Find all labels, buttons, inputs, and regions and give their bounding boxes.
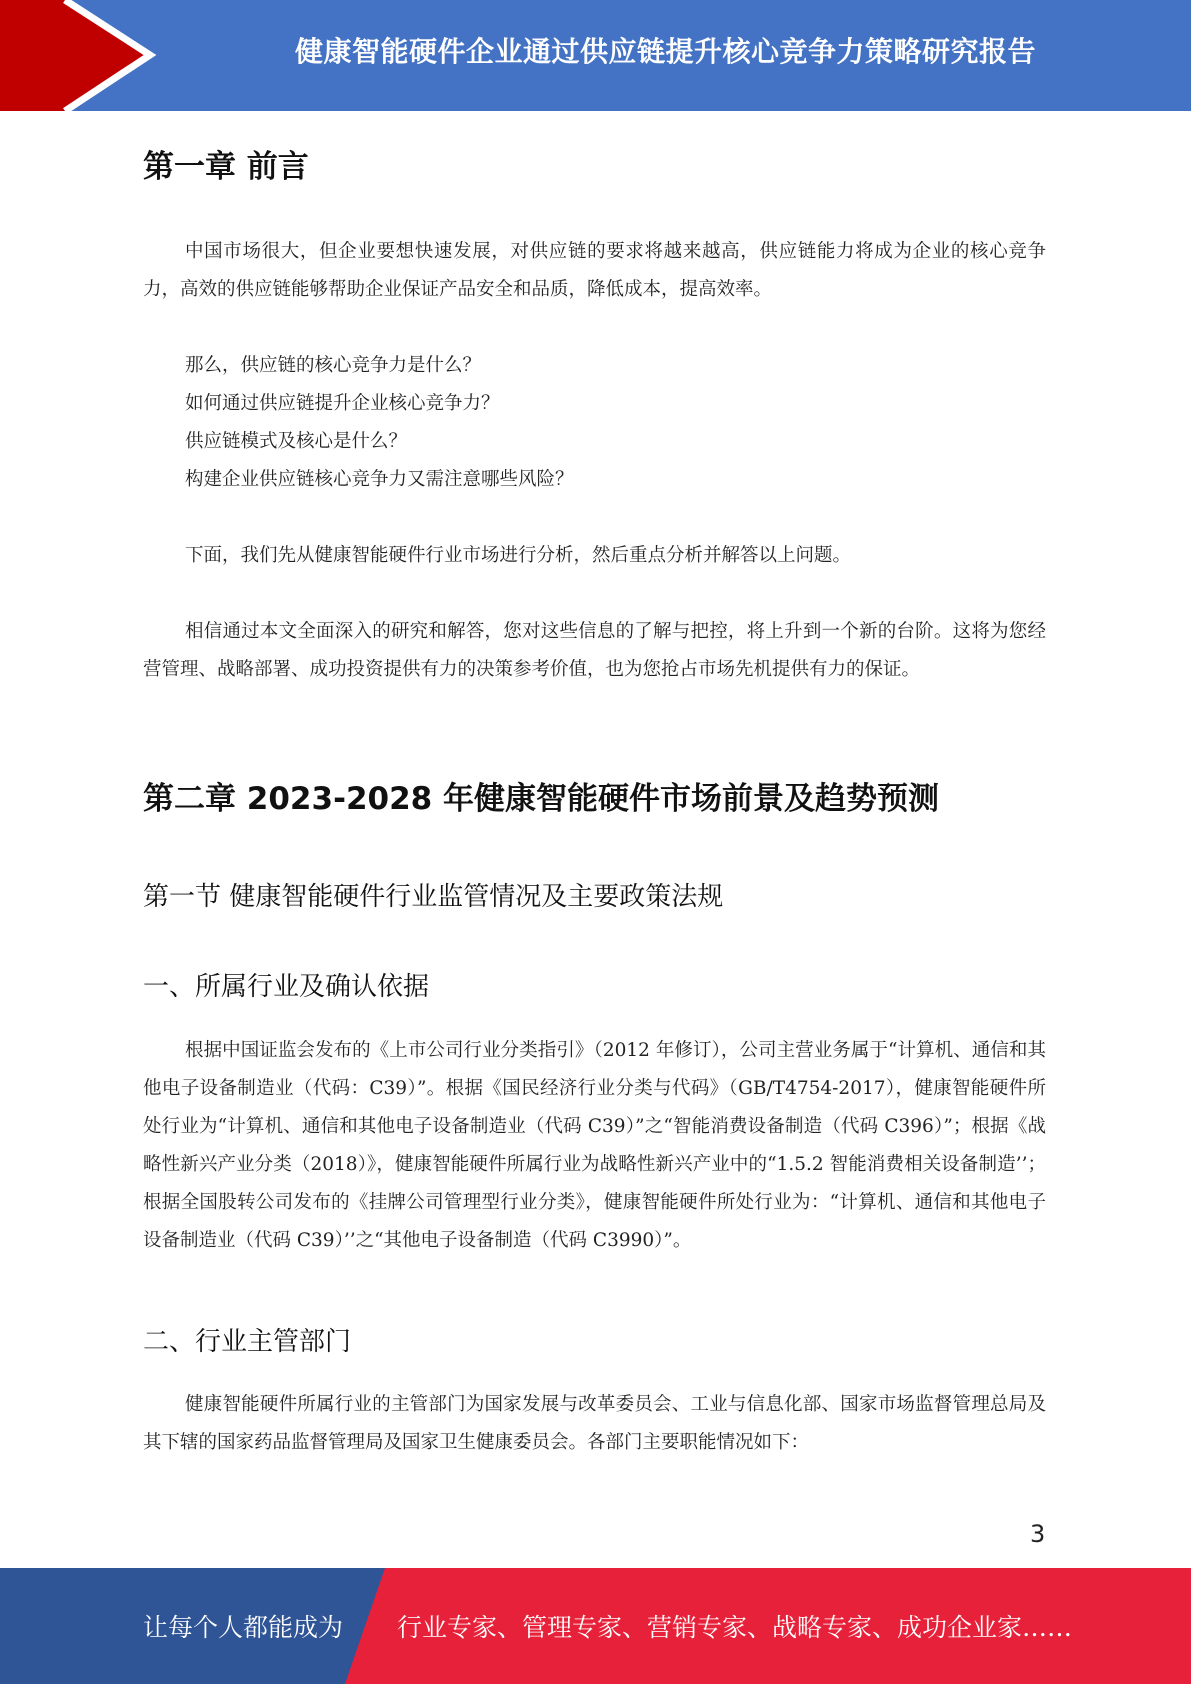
chapter-1-paragraph-2: 下面，我们先从健康智能硬件行业市场进行分析，然后重点分析并解答以上问题。 [185, 545, 852, 566]
header-banner [0, 0, 1191, 111]
chapter-1-paragraph-3: 相信通过本文全面深入的研究和解答，您对这些信息的了解与把控，将上升到一个新的台阶。这将为您经营管理、战略部署、成功投资提供有力的决策参考价值，也为您抢占市场先机提供有力的保证。 [143, 621, 1046, 680]
subsection-1-paragraph: 根据中国证监会发布的《上市公司行业分类指引》（2012 年修订），公司主营业务属于“计算机、通信和其他电子设备制造业（代码：C39）”。根据《国民经济行业分类与代码》（GB/T4754-2017），健康智能硬件所处行业为“计算机、通信和其他电子设备制造业（代码 C39）”之“智能消费设备制造（代码 C396）”；根据《战略性新兴产业分类（2018）》，健康智能硬件所属行业为战略性新兴产业中的“1.5.2 智能消费相关设备制造’’；根据全国股转公司发布的《挂牌公司管理型行业分类》，健康智能硬件所处行业为：“计算机、通信和其他电子设备制造业（代码 C39）’’之“其他电子设备制造（代码 C3990）”。 [143, 1040, 1046, 1251]
chapter-2-heading: 第二章 2023-2028 年健康智能硬件市场前景及趋势预测 [143, 781, 940, 817]
subsection-2-paragraph: 健康智能硬件所属行业的主管部门为国家发展与改革委员会、工业与信息化部、国家市场监督管理总局及其下辖的国家药品监督管理局及国家卫生健康委员会。各部门主要职能情况如下： [143, 1394, 1046, 1453]
section-1-heading: 第一节 健康智能硬件行业监管情况及主要政策法规 [143, 882, 724, 912]
footer-slogan-left: 让每个人都能成为 [143, 1613, 344, 1642]
report-title: 健康智能硬件企业通过供应链提升核心竞争力策略研究报告 [294, 35, 1036, 68]
question-3: 供应链模式及核心是什么？ [185, 431, 408, 452]
chapter-1-heading: 第一章 前言 [143, 149, 309, 185]
page-number: 3 [1030, 1520, 1046, 1548]
subsection-1-heading: 一、所属行业及确认依据 [143, 972, 430, 1002]
question-2: 如何通过供应链提升企业核心竞争力？ [185, 393, 500, 414]
question-4: 构建企业供应链核心竞争力又需注意哪些风险？ [185, 469, 574, 490]
chapter-1-paragraph-1: 中国市场很大，但企业要想快速发展，对供应链的要求将越来越高，供应链能力将成为企业的核心竞争力，高效的供应链能够帮助企业保证产品安全和品质，降低成本，提高效率。 [143, 241, 1046, 300]
footer-slogan-right: 行业专家、管理专家、营销专家、战略专家、成功企业家…… [397, 1613, 1073, 1642]
subsection-2-heading: 二、行业主管部门 [143, 1327, 352, 1357]
footer-banner [0, 1568, 1191, 1684]
question-1: 那么，供应链的核心竞争力是什么？ [185, 355, 482, 376]
